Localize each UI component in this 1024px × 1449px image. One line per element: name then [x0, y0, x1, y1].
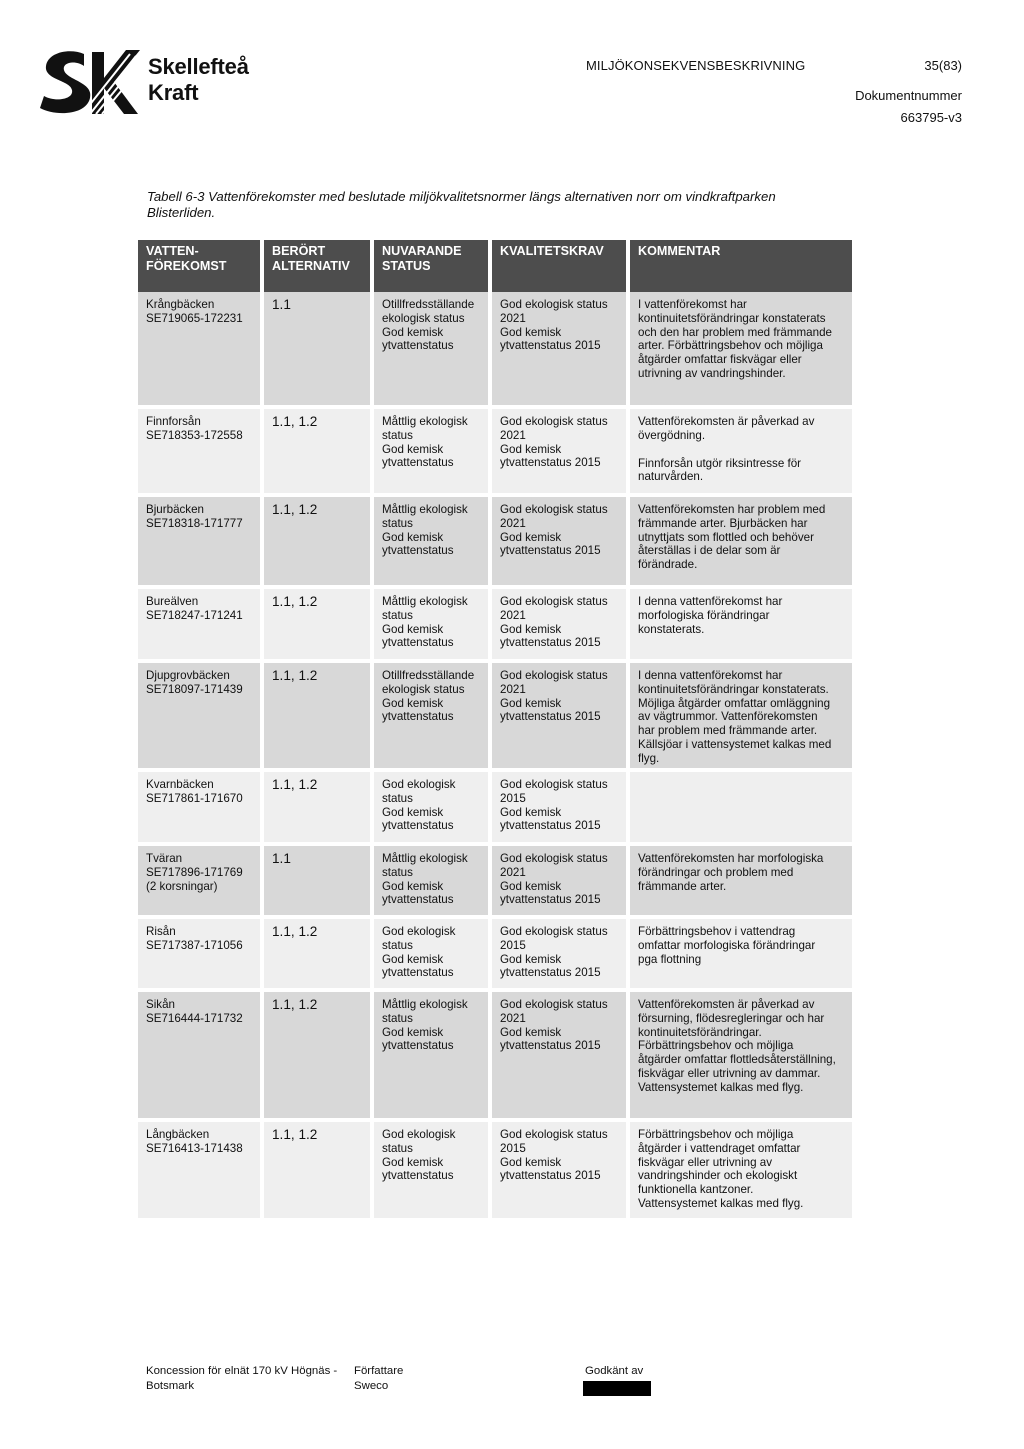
- cell-alternative: 1.1, 1.2: [264, 919, 374, 992]
- cell-comment: [630, 772, 852, 846]
- cell-alternative: 1.1, 1.2: [264, 409, 374, 497]
- water-body-code: SE718318-171777: [146, 516, 243, 530]
- table-row: [138, 409, 852, 497]
- cell-line: status: [382, 428, 413, 442]
- cell-alternative: 1.1, 1.2: [264, 663, 374, 772]
- cell-line: Måttlig ekologisk: [382, 852, 468, 865]
- cell-line: God ekologisk status: [500, 503, 608, 516]
- cell-line: främmande arter.: [638, 879, 727, 893]
- redacted-signature: [583, 1381, 651, 1396]
- cell-line: ekologisk status: [382, 682, 465, 696]
- cell-line: ytvattenstatus: [382, 966, 454, 980]
- cell-line: 2021: [500, 865, 526, 879]
- cell-line: funktionella kantzoner.: [638, 1183, 754, 1197]
- document-number: 663795-v3: [900, 110, 962, 125]
- cell-line: ekologisk status: [382, 311, 465, 325]
- cell-line: ytvattenstatus: [382, 456, 454, 470]
- cell-line: ytvattenstatus: [382, 819, 454, 833]
- cell-line: utrivning av vandringshinder.: [638, 366, 786, 380]
- cell-line: Måttlig ekologisk: [382, 503, 468, 516]
- cell-line: God ekologisk status: [500, 852, 608, 865]
- cell-current-status: [374, 663, 492, 772]
- cell-line: God kemisk: [500, 1155, 562, 1169]
- cell-comment: [630, 292, 852, 409]
- cell-line: ytvattenstatus 2015: [500, 966, 601, 980]
- water-body-code: SE716444-171732: [146, 1011, 243, 1025]
- cell-water-body: [138, 772, 264, 846]
- cell-line: Vattenförekomsten har problem med: [638, 503, 826, 516]
- cell-line: ytvattenstatus 2015: [500, 544, 601, 558]
- cell-quality-requirement: [492, 409, 630, 497]
- cell-quality-requirement: [492, 772, 630, 846]
- cell-water-body: [138, 992, 264, 1122]
- cell-line: ytvattenstatus: [382, 1039, 454, 1053]
- cell-current-status: [374, 1122, 492, 1222]
- cell-line: 2021: [500, 428, 526, 442]
- header-berort-alternativ: BERÖRT ALTERNATIV: [264, 240, 374, 292]
- cell-line: God kemisk: [382, 1025, 444, 1039]
- cell-line: Källsjöar i vattensystemet kalkas med: [638, 737, 832, 751]
- cell-line: God kemisk: [500, 622, 562, 636]
- cell-comment: [630, 497, 852, 589]
- cell-line: God kemisk: [500, 696, 562, 710]
- cell-line: God ekologisk status: [500, 998, 608, 1011]
- header-vattenforekomst: VATTEN- FÖREKOMST: [138, 240, 264, 292]
- cell-water-body: [138, 589, 264, 663]
- cell-line: utnyttjats som flottled och behöver: [638, 530, 814, 544]
- cell-line: och den har problem med främmande: [638, 325, 832, 339]
- cell-line: God ekologisk status: [500, 1128, 608, 1141]
- cell-quality-requirement: [492, 992, 630, 1122]
- cell-line: åtgärder omfattar fiskvägar eller: [638, 353, 802, 367]
- cell-line: I vattenförekomst har: [638, 298, 747, 311]
- cell-current-status: [374, 409, 492, 497]
- cell-quality-requirement: [492, 497, 630, 589]
- sk-logo-icon: [40, 44, 144, 120]
- cell-water-body: [138, 663, 264, 772]
- cell-line: God kemisk: [500, 442, 562, 456]
- table-row: [138, 846, 852, 919]
- table-row: [138, 919, 852, 992]
- water-bodies-table: [138, 240, 852, 1222]
- cell-line: God kemisk: [382, 530, 444, 544]
- cell-line: konstaterats.: [638, 622, 705, 636]
- cell-line: God ekologisk status: [500, 778, 608, 791]
- cell-line: status: [382, 1141, 413, 1155]
- cell-line: av vägtrummor. Vattenförekomsten: [638, 710, 818, 724]
- cell-line: Otillfredsställande: [382, 298, 475, 311]
- cell-current-status: [374, 497, 492, 589]
- cell-line: förändringar och problem med: [638, 865, 794, 879]
- water-body-name: Långbäcken: [146, 1128, 210, 1141]
- cell-line: status: [382, 791, 413, 805]
- cell-line: förändrade.: [638, 558, 698, 572]
- water-body-code: SE717896-171769: [146, 865, 243, 879]
- footer-author: Författare Sweco: [354, 1365, 404, 1392]
- table-row: [138, 992, 852, 1122]
- header-kvalitetskrav: KVALITETSKRAV: [492, 240, 630, 292]
- cell-line: God ekologisk: [382, 925, 456, 938]
- table-row: [138, 772, 852, 846]
- cell-line: har problem med främmande arter.: [638, 724, 818, 738]
- cell-comment: [630, 663, 852, 772]
- water-body-name: Djupgrovbäcken: [146, 669, 230, 682]
- cell-current-status: [374, 846, 492, 919]
- water-body-name: Sikån: [146, 998, 176, 1011]
- cell-line: ytvattenstatus: [382, 339, 454, 353]
- cell-line: flyg.: [638, 751, 660, 765]
- water-body-code: SE718247-171241: [146, 608, 243, 622]
- footer-approved: Godkänt av: [585, 1365, 644, 1377]
- cell-current-status: [374, 919, 492, 992]
- cell-line: åtgärder omfattar flottledsåterställning,: [638, 1053, 836, 1067]
- brand-line-1: Skellefteå: [148, 54, 249, 79]
- cell-alternative: 1.1, 1.2: [264, 589, 374, 663]
- cell-line: Vattensystemet kalkas med flyg.: [638, 1080, 804, 1094]
- cell-line: återställas i de delar som är: [638, 544, 781, 558]
- cell-comment: [630, 992, 852, 1122]
- cell-line: ytvattenstatus 2015: [500, 1039, 601, 1053]
- cell-line: morfologiska förändringar: [638, 608, 770, 622]
- cell-water-body: [138, 497, 264, 589]
- cell-line: ytvattenstatus: [382, 544, 454, 558]
- cell-line: Otillfredsställande: [382, 669, 475, 682]
- cell-quality-requirement: [492, 1122, 630, 1222]
- cell-line: 2021: [500, 1011, 526, 1025]
- cell-line: God kemisk: [500, 952, 562, 966]
- paragraph-gap: [638, 443, 844, 457]
- cell-line: ytvattenstatus 2015: [500, 456, 601, 470]
- cell-line: God ekologisk status: [500, 415, 608, 428]
- cell-line: God kemisk: [500, 325, 562, 339]
- cell-line: försurning, flödesregleringar och har: [638, 1011, 825, 1025]
- water-body-name: Kvarnbäcken: [146, 778, 214, 791]
- cell-comment: [630, 846, 852, 919]
- cell-line: God ekologisk status: [500, 925, 608, 938]
- cell-comment: [630, 1122, 852, 1222]
- cell-line: God kemisk: [382, 622, 444, 636]
- cell-line: God ekologisk: [382, 1128, 456, 1141]
- cell-alternative: 1.1, 1.2: [264, 772, 374, 846]
- cell-line: ytvattenstatus 2015: [500, 710, 601, 724]
- cell-line: ytvattenstatus: [382, 636, 454, 650]
- cell-line: God ekologisk status: [500, 669, 608, 682]
- cell-current-status: [374, 292, 492, 409]
- cell-line: Förbättringsbehov i vattendrag: [638, 925, 796, 938]
- cell-line: Måttlig ekologisk: [382, 595, 468, 608]
- cell-line: Förbättringsbehov och möjliga: [638, 1039, 794, 1053]
- cell-line: 2015: [500, 791, 526, 805]
- cell-line: 2021: [500, 516, 526, 530]
- cell-comment: [630, 589, 852, 663]
- cell-line: fiskvägar eller utrivning av: [638, 1155, 773, 1169]
- table-body: [138, 292, 852, 1222]
- water-body-code: SE717387-171056: [146, 938, 243, 952]
- cell-line: God ekologisk status: [500, 595, 608, 608]
- cell-quality-requirement: [492, 846, 630, 919]
- cell-line: God kemisk: [500, 879, 562, 893]
- cell-comment: [630, 409, 852, 497]
- cell-line: God kemisk: [500, 805, 562, 819]
- cell-line: 2015: [500, 938, 526, 952]
- cell-line: I denna vattenförekomst har: [638, 669, 783, 682]
- table-row: [138, 497, 852, 589]
- cell-alternative: 1.1, 1.2: [264, 992, 374, 1122]
- cell-line: God kemisk: [382, 1155, 444, 1169]
- water-body-name: Krångbäcken: [146, 298, 215, 311]
- cell-line: God ekologisk status: [500, 298, 608, 311]
- cell-line: omfattar morfologiska förändringar: [638, 938, 816, 952]
- cell-line: God ekologisk: [382, 778, 456, 791]
- cell-water-body: [138, 409, 264, 497]
- cell-line: vandringshinder och ekologiskt: [638, 1169, 798, 1183]
- cell-line: Måttlig ekologisk: [382, 998, 468, 1011]
- brand-line-2: Kraft: [148, 80, 199, 105]
- cell-line: kontinuitetsförändringar konstaterats: [638, 311, 826, 325]
- cell-line: Vattenförekomsten är påverkad av: [638, 998, 815, 1011]
- document-number-label: Dokumentnummer: [855, 88, 962, 103]
- company-logo: [40, 44, 280, 120]
- table-row: [138, 589, 852, 663]
- cell-line: God kemisk: [500, 530, 562, 544]
- table-row: [138, 663, 852, 772]
- cell-line: ytvattenstatus 2015: [500, 636, 601, 650]
- cell-line: arter. Förbättringsbehov och möjliga: [638, 339, 823, 353]
- cell-quality-requirement: [492, 589, 630, 663]
- cell-line: God kemisk: [382, 325, 444, 339]
- document-type: MILJÖKONSEKVENSBESKRIVNING: [586, 58, 806, 73]
- cell-line: God kemisk: [382, 879, 444, 893]
- cell-line: åtgärder i vattendraget omfattar: [638, 1141, 801, 1155]
- cell-line: Förbättringsbehov och möjliga: [638, 1128, 794, 1141]
- cell-water-body: [138, 1122, 264, 1222]
- cell-line: naturvården.: [638, 470, 704, 484]
- cell-line: Måttlig ekologisk: [382, 415, 468, 428]
- cell-line: ytvattenstatus: [382, 710, 454, 724]
- cell-line: God kemisk: [382, 696, 444, 710]
- header-nuvarande-status: NUVARANDE STATUS: [374, 240, 492, 292]
- cell-line: ytvattenstatus 2015: [500, 339, 601, 353]
- cell-quality-requirement: [492, 919, 630, 992]
- cell-line: kontinuitetsförändringar.: [638, 1025, 762, 1039]
- cell-line: I denna vattenförekomst har: [638, 595, 783, 608]
- cell-alternative: 1.1, 1.2: [264, 1122, 374, 1222]
- cell-line: Vattenförekomsten har morfologiska: [638, 852, 824, 865]
- cell-line: 2021: [500, 682, 526, 696]
- cell-line: fiskvägar eller utrivning av dammar.: [638, 1066, 821, 1080]
- table-row: [138, 292, 852, 409]
- cell-line: status: [382, 938, 413, 952]
- cell-line: 2021: [500, 311, 526, 325]
- water-body-name: Bureälven: [146, 595, 199, 608]
- cell-alternative: 1.1: [264, 846, 374, 919]
- cell-quality-requirement: [492, 292, 630, 409]
- cell-line: Möjliga åtgärder omfattar omläggning: [638, 696, 831, 710]
- water-body-code: SE716413-171438: [146, 1141, 243, 1155]
- cell-current-status: [374, 992, 492, 1122]
- cell-line: Finnforsån utgör riksintresse för: [638, 456, 802, 470]
- cell-line: Vattenförekomsten är påverkad av: [638, 415, 815, 428]
- page-number: 35(83): [924, 58, 962, 73]
- cell-water-body: [138, 846, 264, 919]
- cell-quality-requirement: [492, 663, 630, 772]
- cell-line: God kemisk: [382, 442, 444, 456]
- cell-line: främmande arter. Bjurbäcken har: [638, 516, 808, 530]
- water-body-name: Tväran: [146, 852, 183, 865]
- cell-line: ytvattenstatus 2015: [500, 819, 601, 833]
- cell-line: övergödning.: [638, 428, 706, 442]
- table-row: [138, 1122, 852, 1222]
- cell-current-status: [374, 589, 492, 663]
- cell-line: ytvattenstatus: [382, 1169, 454, 1183]
- water-body-name: Bjurbäcken: [146, 503, 205, 516]
- cell-line: status: [382, 1011, 413, 1025]
- cell-current-status: [374, 772, 492, 846]
- cell-line: status: [382, 608, 413, 622]
- cell-line: kontinuitetsförändringar konstaterats.: [638, 682, 829, 696]
- cell-line: God kemisk: [500, 1025, 562, 1039]
- cell-line: ytvattenstatus 2015: [500, 893, 601, 907]
- cell-line: God kemisk: [382, 805, 444, 819]
- cell-line: ytvattenstatus: [382, 893, 454, 907]
- table-caption: Tabell 6-3 Vattenförekomster med beslutade miljökvalitetsnormer längs alternativen norr om vindkraftparken Blisterliden.: [147, 189, 776, 220]
- cell-line: God kemisk: [382, 952, 444, 966]
- water-body-code: SE717861-171670: [146, 791, 243, 805]
- cell-line: status: [382, 865, 413, 879]
- table-header-row: [138, 240, 852, 292]
- cell-line: 2021: [500, 608, 526, 622]
- water-body-name: Finnforsån: [146, 415, 201, 428]
- cell-alternative: 1.1: [264, 292, 374, 409]
- cell-water-body: [138, 919, 264, 992]
- water-body-code: SE718353-172558: [146, 428, 243, 442]
- water-body-name: Risån: [146, 925, 176, 938]
- cell-alternative: 1.1, 1.2: [264, 497, 374, 589]
- cell-line: Vattensystemet kalkas med flyg.: [638, 1196, 804, 1210]
- cell-line: ytvattenstatus 2015: [500, 1169, 601, 1183]
- cell-line: pga flottning: [638, 952, 702, 966]
- water-body-code: SE718097-171439: [146, 682, 243, 696]
- water-body-code2: (2 korsningar): [146, 879, 218, 893]
- water-body-code: SE719065-172231: [146, 311, 243, 325]
- footer-project: Koncession för elnät 170 kV Högnäs - Botsmark: [146, 1365, 338, 1392]
- cell-line: status: [382, 516, 413, 530]
- cell-water-body: [138, 292, 264, 409]
- cell-comment: [630, 919, 852, 992]
- cell-line: 2015: [500, 1141, 526, 1155]
- header-kommentar: KOMMENTAR: [630, 240, 852, 292]
